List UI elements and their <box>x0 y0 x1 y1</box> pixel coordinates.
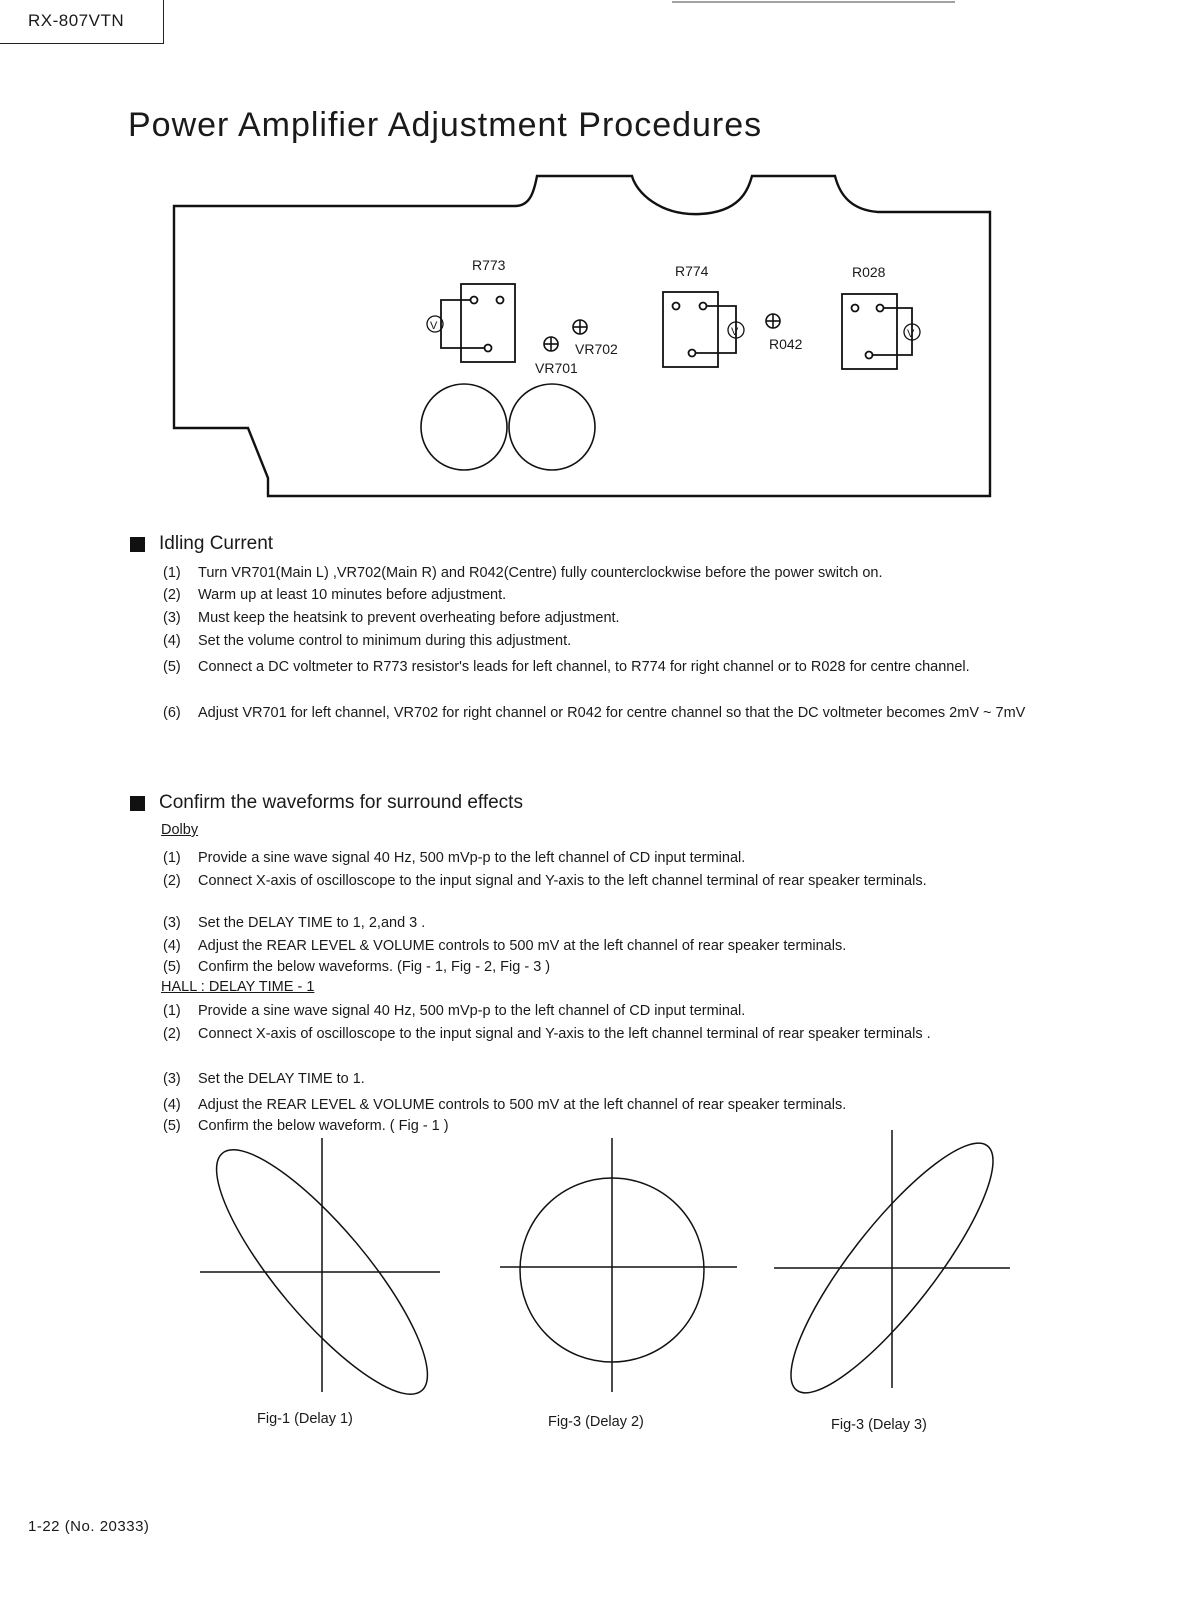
hall-step-2: (2) Connect X-axis of oscilloscope to the input signal and Y-axis to the left channel terminal of rear speaker terminals . <box>163 1026 931 1042</box>
page-footer: 1-22 (No. 20333) <box>28 1518 150 1535</box>
r773-voltmeter-icon: V <box>430 320 438 332</box>
pcb-board-diagram <box>0 160 1190 500</box>
idling-step-4: (4) Set the volume control to minimum during this adjustment. <box>163 633 572 649</box>
model-number: RX-807VTN <box>28 11 125 30</box>
vr701-trimmer-icon <box>544 337 558 351</box>
hall-label: HALL : DELAY TIME - 1 <box>161 979 315 995</box>
fig1-caption: Fig-1 (Delay 1) <box>257 1411 353 1427</box>
fig3-caption: Fig-3 (Delay 3) <box>831 1417 927 1433</box>
dolby-step-4: (4) Adjust the REAR LEVEL & VOLUME controls to 500 mV at the left channel of rear speaker terminals. <box>163 938 847 954</box>
r042-label: R042 <box>769 336 803 352</box>
oscilloscope-figures <box>0 1130 1190 1430</box>
r774-voltmeter-icon: V <box>731 326 739 338</box>
hall-step-5: (5) Confirm the below waveform. ( Fig - 1 ) <box>163 1118 449 1134</box>
header-rule <box>0 0 1190 10</box>
idling-step-6: (6) Adjust VR701 for left channel, VR702 for right channel or R042 for centre channel so that the DC voltmeter becomes 2mV ~ 7mV <box>163 705 1026 721</box>
fig2-waveform <box>500 1138 737 1392</box>
idling-current-title: Idling Current <box>159 533 274 554</box>
fig3-waveform <box>763 1120 1020 1416</box>
dolby-label: Dolby <box>161 822 199 838</box>
dolby-step-3: (3) Set the DELAY TIME to 1, 2,and 3 . <box>163 915 426 931</box>
capacitor-right <box>509 384 595 470</box>
hall-step-3: (3) Set the DELAY TIME to 1. <box>163 1071 365 1087</box>
r773-resistor <box>427 284 515 362</box>
vr702-label: VR702 <box>575 341 618 357</box>
dolby-step-5: (5) Confirm the below waveforms. (Fig - 1, Fig - 2, Fig - 3 ) <box>163 959 551 975</box>
idling-step-5: (5) Connect a DC voltmeter to R773 resistor's leads for left channel, to R774 for right channel or to R028 for centre channel. <box>163 659 970 675</box>
fig1-waveform <box>188 1124 456 1419</box>
hall-step-1: (1) Provide a sine wave signal 40 Hz, 500 mVp-p to the left channel of CD input terminal. <box>163 1003 746 1019</box>
idling-step-2: (2) Warm up at least 10 minutes before adjustment. <box>163 587 507 603</box>
r042-trimmer-icon <box>766 314 780 328</box>
r773-label: R773 <box>472 257 506 273</box>
fig2-caption: Fig-3 (Delay 2) <box>548 1414 644 1430</box>
dolby-step-2: (2) Connect X-axis of oscilloscope to the input signal and Y-axis to the left channel terminal of rear speaker terminals. <box>163 873 927 889</box>
idling-step-3: (3) Must keep the heatsink to prevent overheating before adjustment. <box>163 610 620 626</box>
r028-voltmeter-icon: V <box>907 328 915 340</box>
capacitor-left <box>421 384 507 470</box>
waveforms-title: Confirm the waveforms for surround effects <box>159 792 523 813</box>
r774-label: R774 <box>675 263 709 279</box>
idling-current-heading <box>130 533 273 555</box>
r028-label: R028 <box>852 264 886 280</box>
waveforms-heading <box>130 792 523 814</box>
vr702-trimmer-icon <box>573 320 587 334</box>
square-bullet-icon <box>130 537 145 552</box>
pcb-outline <box>174 176 990 496</box>
square-bullet-icon <box>130 796 145 811</box>
vr701-label: VR701 <box>535 360 578 376</box>
page-title: Power Amplifier Adjustment Procedures <box>128 106 763 144</box>
idling-step-1: (1) Turn VR701(Main L) ,VR702(Main R) and R042(Centre) fully counterclockwise before the power switch on. <box>163 565 883 581</box>
hall-step-4: (4) Adjust the REAR LEVEL & VOLUME controls to 500 mV at the left channel of rear speaker terminals. <box>163 1097 847 1113</box>
dolby-step-1: (1) Provide a sine wave signal 40 Hz, 500 mVp-p to the left channel of CD input terminal. <box>163 850 746 866</box>
